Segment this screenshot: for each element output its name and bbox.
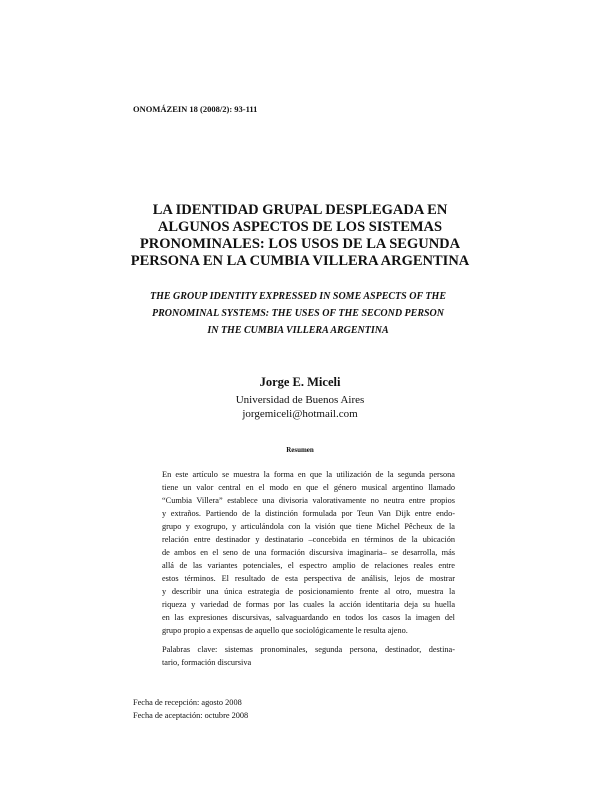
author-email: jorgemiceli@hotmail.com bbox=[242, 408, 358, 420]
abstract-line: estos términos. El resultado de esta perspectiva de análisis, lejos de mostrar bbox=[162, 574, 455, 583]
abstract-line: “Cumbia Villera” establece una divisoria valorativamente no neutra entre propios bbox=[162, 496, 455, 505]
keywords-line: tario, formación discursiva bbox=[162, 658, 252, 667]
author-name: Jorge E. Miceli bbox=[259, 375, 341, 389]
abstract-line: En este artículo se muestra la forma en que la utilización de la segunda persona bbox=[162, 470, 455, 479]
title-line: PRONOMINALES: LOS USOS DE LA SEGUNDA bbox=[139, 236, 461, 252]
title-line: LA IDENTIDAD GRUPAL DESPLEGADA EN bbox=[152, 202, 448, 218]
abstract-line: grupo propio a expensas de aquello que sociológicamente le resulta ajeno. bbox=[162, 626, 408, 635]
abstract-line: tiene un valor central en el modo en que el género musical argentino llamado bbox=[162, 483, 455, 492]
abstract-line: en las expresiones discursivas, salvaguardando en todos los casos la imagen del bbox=[162, 613, 455, 622]
abstract-line: riqueza y variedad de formas por las cuales la acción identitaria deja su huella bbox=[162, 600, 455, 609]
title-line: ALGUNOS ASPECTOS DE LOS SISTEMAS bbox=[157, 219, 443, 235]
abstract-line: y extraños. Partiendo de la distinción formulada por Teun Van Dijk entre endo- bbox=[162, 509, 455, 518]
subtitle-line: IN THE CUMBIA VILLERA ARGENTINA bbox=[207, 325, 389, 336]
accepted-date: Fecha de aceptación: octubre 2008 bbox=[133, 711, 249, 720]
journal-header: ONOMÁZEIN 18 (2008/2): 93-111 bbox=[133, 104, 258, 114]
subtitle-line: PRONOMINAL SYSTEMS: THE USES OF THE SECOND PERSON bbox=[151, 308, 444, 319]
affiliation: Universidad de Buenos Aires bbox=[235, 394, 365, 406]
abstract-heading: Resumen bbox=[286, 446, 314, 454]
abstract-line: relación entre destinador y destinatario –concebida en términos de la ubicación bbox=[162, 535, 455, 544]
subtitle-line: THE GROUP IDENTITY EXPRESSED IN SOME ASPECTS OF THE bbox=[150, 291, 446, 302]
abstract-line: grupo y exogrupo, y articulándola con la visión que tiene Michel Pêcheux de la bbox=[162, 522, 455, 531]
abstract-line: de ambos en el seno de una formación discursiva imaginaria– se desarrolla, más bbox=[162, 548, 455, 557]
abstract-line: allá de las variantes potenciales, el espectro amplio de relaciones reales entre bbox=[162, 561, 455, 570]
received-date: Fecha de recepción: agosto 2008 bbox=[133, 698, 242, 707]
keywords-line: Palabras clave: sistemas pronominales, segunda persona, destinador, destina- bbox=[162, 645, 455, 654]
title-line: PERSONA EN LA CUMBIA VILLERA ARGENTINA bbox=[130, 253, 470, 269]
abstract-line: y describir una única estrategia de posicionamiento frente al otro, muestra la bbox=[162, 587, 455, 596]
